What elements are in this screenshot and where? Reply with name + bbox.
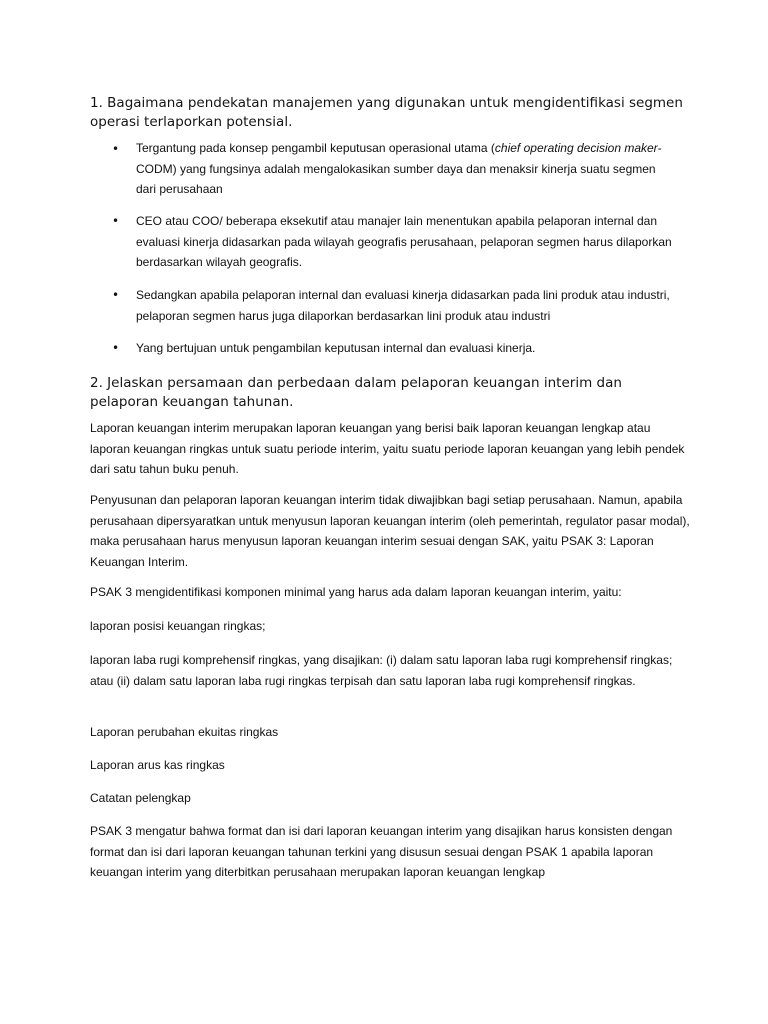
- paragraph-components-intro: PSAK 3 mengidentifikasi komponen minimal yang harus ada dalam laporan keuangan interim, yaitu:: [90, 585, 622, 599]
- question-2-heading: 2. Jelaskan persamaan dan perbedaan dalam pelaporan keuangan interim dan pelaporan keuangan tahunan.: [90, 375, 622, 410]
- bullet-item-3: Sedangkan apabila pelaporan internal dan evaluasi kinerja didasarkan pada lini produk atau industri, pelaporan segmen harus juga dilaporkan berdasarkan lini produk atau industri: [136, 288, 670, 323]
- bullet-icon: •: [112, 214, 120, 228]
- bullet-item-1-italic: chief operating decision maker: [494, 141, 658, 155]
- paragraph-format-consistency: PSAK 3 mengatur bahwa format dan isi dari laporan keuangan interim yang disajikan harus konsisten dengan format dan isi dari laporan keuangan tahunan terkini yang disusun sesuai dengan PSAK 1 apabila laporan keuangan interim yang diterbitkan perusahaan merupakan laporan keuangan lengkap: [90, 824, 673, 879]
- bullet-icon: •: [112, 341, 120, 355]
- list-line-comprehensive-income: laporan laba rugi komprehensif ringkas, yang disajikan: (i) dalam satu laporan laba rugi komprehensif ringkas; atau (ii) dalam satu laporan laba rugi ringkas terpisah dan satu laporan laba rugi komprehensif ringkas.: [90, 653, 673, 688]
- list-line-equity-changes: Laporan perubahan ekuitas ringkas: [90, 725, 279, 739]
- paragraph-requirement: Penyusunan dan pelaporan laporan keuangan interim tidak diwajibkan bagi setiap perusahaan. Namun, apabila perusahaan dipersyaratkan untuk menyusun laporan keuangan interim (oleh pemerintah, regulator pasar modal), maka perusahaan harus menyusun laporan keuangan interim sesuai dengan SAK, yaitu PSAK 3: Laporan Keuangan Interim.: [90, 493, 690, 569]
- bullet-item-4: Yang bertujuan untuk pengambilan keputusan internal dan evaluasi kinerja.: [136, 341, 536, 355]
- bullet-item-1-text-a: Tergantung pada konsep pengambil keputusan operasional utama (: [136, 141, 495, 155]
- list-line-cash-flow: Laporan arus kas ringkas: [90, 758, 225, 772]
- bullet-item-2: CEO atau COO/ beberapa eksekutif atau manajer lain menentukan apabila pelaporan internal dan evaluasi kinerja didasarkan pada wilayah geografis perusahaan, pelaporan segmen harus dilaporkan berdasarkan wilayah geografis.: [136, 214, 672, 269]
- question-1-heading: 1. Bagaimana pendekatan manajemen yang digunakan untuk mengidentifikasi segmen operasi terlaporkan potensial.: [90, 95, 683, 130]
- bullet-item-1-text-b: -CODM) yang fungsinya adalah mengalokasikan sumber daya dan menaksir kinerja suatu segmen dari perusahaan: [136, 141, 662, 196]
- paragraph-definition: Laporan keuangan interim merupakan laporan keuangan yang berisi baik laporan keuangan lengkap atau laporan keuangan ringkas untuk suatu periode interim, yaitu suatu periode laporan keuangan yang lebih pendek dari satu tahun buku penuh.: [90, 421, 685, 476]
- bullet-icon: •: [112, 288, 120, 302]
- list-line-financial-position: laporan posisi keuangan ringkas;: [90, 619, 266, 633]
- bullet-icon: •: [112, 142, 120, 156]
- list-line-notes: Catatan pelengkap: [90, 791, 191, 805]
- bullet-item-1: [136, 138, 676, 200]
